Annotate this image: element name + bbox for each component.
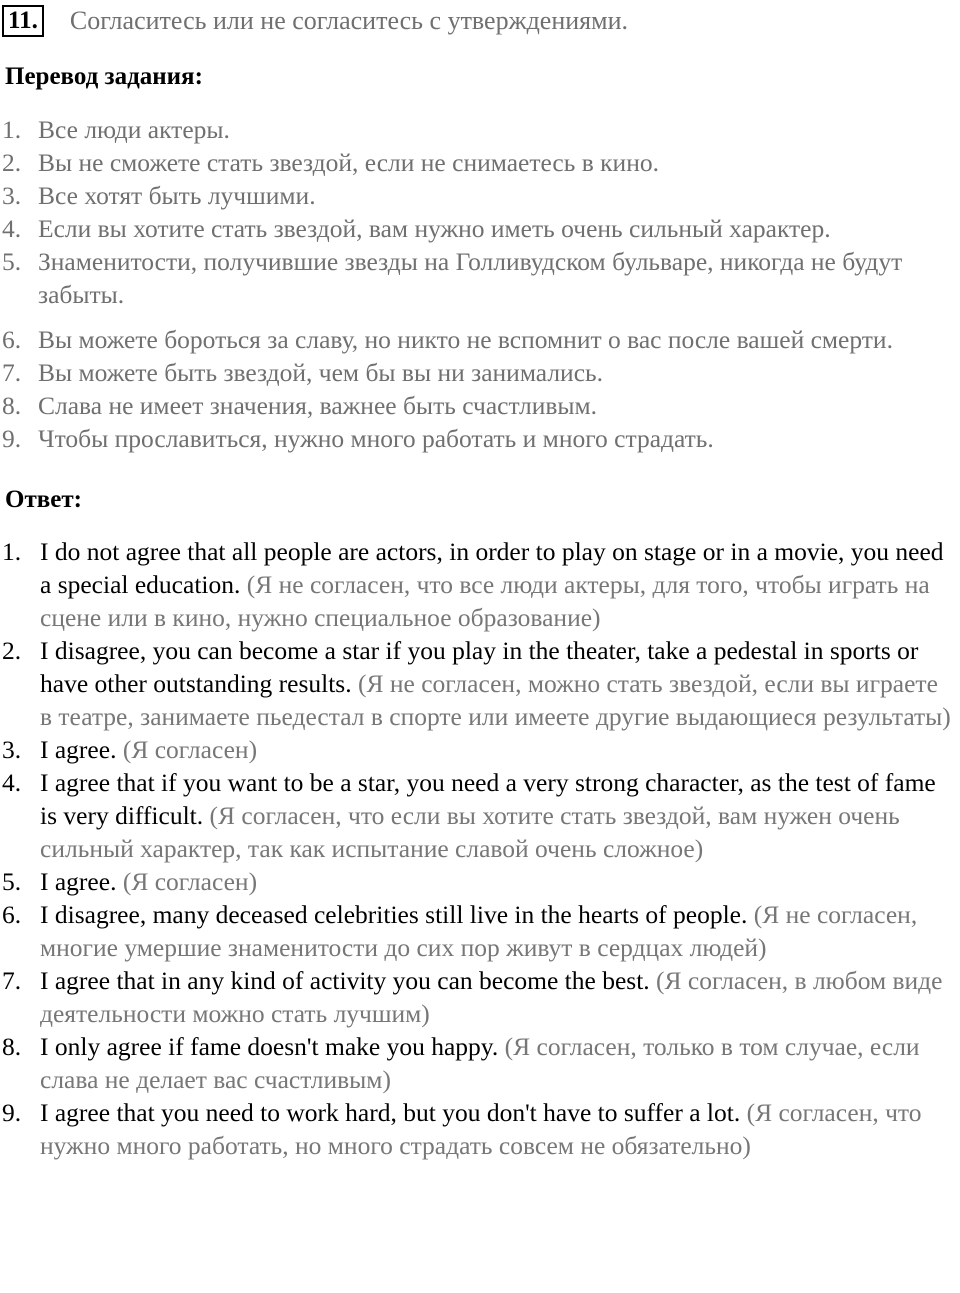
list-item — [2, 733, 956, 766]
translation-title: Перевод задания: — [5, 63, 203, 90]
item-text: Вы не сможете стать звездой, если не снимаетесь в кино. — [38, 148, 659, 177]
list-item — [2, 964, 956, 1030]
item-number: 7. — [2, 966, 22, 995]
item-text: Чтобы прославиться, нужно много работать и много страдать. — [38, 424, 714, 453]
answer-russian: (Я не согласен, что все люди актеры, для того, чтобы играть на сцене или в кино, нужно специальное образование) — [40, 570, 930, 632]
list-item — [2, 245, 956, 311]
item-text — [40, 634, 956, 733]
answer-english: I agree. — [40, 735, 117, 764]
item-number: 8. — [2, 1032, 22, 1061]
answer-english: I disagree, many deceased celebrities still live in the hearts of people. — [40, 900, 748, 929]
list-item — [2, 389, 956, 422]
item-text: Знаменитости, получившие звезды на Голливудском бульваре, никогда не будут забыты. — [38, 247, 903, 309]
item-text — [40, 898, 956, 964]
answer-english: I only agree if fame doesn't make you happy. — [40, 1032, 499, 1061]
item-text — [40, 1096, 956, 1162]
item-number: 2. — [2, 636, 22, 665]
answer-russian: (Я согласен, что если вы хотите стать звездой, вам нужен очень сильный характер, так как испытание славой очень сложное) — [40, 801, 900, 863]
answer-english: I agree. — [40, 867, 117, 896]
list-item — [2, 898, 956, 964]
item-number: 8. — [2, 391, 22, 420]
item-number: 5. — [2, 867, 22, 896]
answer-english: I agree that in any kind of activity you can become the best. — [40, 966, 650, 995]
list-item — [2, 634, 956, 733]
list-item — [2, 535, 956, 634]
item-text — [40, 865, 956, 898]
item-number: 4. — [2, 768, 22, 797]
item-number: 9. — [2, 1098, 22, 1127]
item-text — [40, 535, 956, 634]
answer-russian: (Я не согласен, многие умершие знаменитости до сих пор живут в сердцах людей) — [40, 900, 918, 962]
item-number: 4. — [2, 214, 22, 243]
answer-title: Ответ: — [5, 486, 82, 513]
answer-russian: (Я согласен, только в том случае, если слава не делает вас счастливым) — [40, 1032, 920, 1094]
answer-russian: (Я согласен, что нужно много работать, но много страдать совсем не обязательно) — [40, 1098, 922, 1160]
list-item — [2, 766, 956, 865]
task-number: 11. — [2, 5, 44, 37]
answer-russian: (Я согласен) — [122, 867, 258, 896]
item-text: Вы можете бороться за славу, но никто не вспомнит о вас после вашей смерти. — [38, 325, 893, 354]
item-text: Все люди актеры. — [38, 115, 230, 144]
item-text: Все хотят быть лучшими. — [38, 181, 316, 210]
list-item — [2, 865, 956, 898]
item-number: 1. — [2, 115, 22, 144]
item-number: 6. — [2, 900, 22, 929]
list-item — [2, 113, 956, 146]
item-text — [40, 733, 956, 766]
answer-russian: (Я согласен) — [122, 735, 258, 764]
task-header — [2, 2, 956, 40]
list-item — [2, 1096, 956, 1162]
answer-english: I do not agree that all people are actors, in order to play on stage or in a movie, you need a special education. — [40, 537, 944, 599]
answer-russian: (Я согласен, в любом виде деятельности можно стать лучшим) — [40, 966, 943, 1028]
item-text — [40, 964, 956, 1030]
list-item — [2, 212, 956, 245]
item-text: Если вы хотите стать звездой, вам нужно иметь очень сильный характер. — [38, 214, 831, 243]
list-item — [2, 323, 956, 356]
item-number: 7. — [2, 358, 22, 387]
item-text: Слава не имеет значения, важнее быть счастливым. — [38, 391, 598, 420]
answer-russian: (Я не согласен, можно стать звездой, если вы играете в театре, занимаете пьедестал в спорте или имеете другие выдающиеся результаты) — [40, 669, 951, 731]
answer-english: I disagree, you can become a star if you play in the theater, take a pedestal in sports or have other outstanding results. — [40, 636, 919, 698]
answer-english: I agree that if you want to be a star, you need a very strong character, as the test of fame is very difficult. — [40, 768, 936, 830]
answer-english: I agree that you need to work hard, but you don't have to suffer a lot. — [40, 1098, 741, 1127]
list-item — [2, 1030, 956, 1096]
list-item — [2, 179, 956, 212]
item-number: 9. — [2, 424, 22, 453]
list-item — [2, 146, 956, 179]
item-number: 3. — [2, 735, 22, 764]
item-text — [40, 766, 956, 865]
item-text — [40, 1030, 956, 1096]
item-number: 6. — [2, 325, 22, 354]
item-number: 1. — [2, 537, 22, 566]
list-item — [2, 356, 956, 389]
document-page — [0, 2, 960, 1293]
item-number: 3. — [2, 181, 22, 210]
task-instruction: Согласитесь или не согласитесь с утверждениями. — [69, 6, 628, 35]
answer-list — [2, 535, 956, 1162]
item-number: 5. — [2, 247, 22, 276]
list-item — [2, 422, 956, 455]
item-text: Вы можете быть звездой, чем бы вы ни занимались. — [38, 358, 604, 387]
translation-list — [2, 113, 956, 455]
item-number: 2. — [2, 148, 22, 177]
